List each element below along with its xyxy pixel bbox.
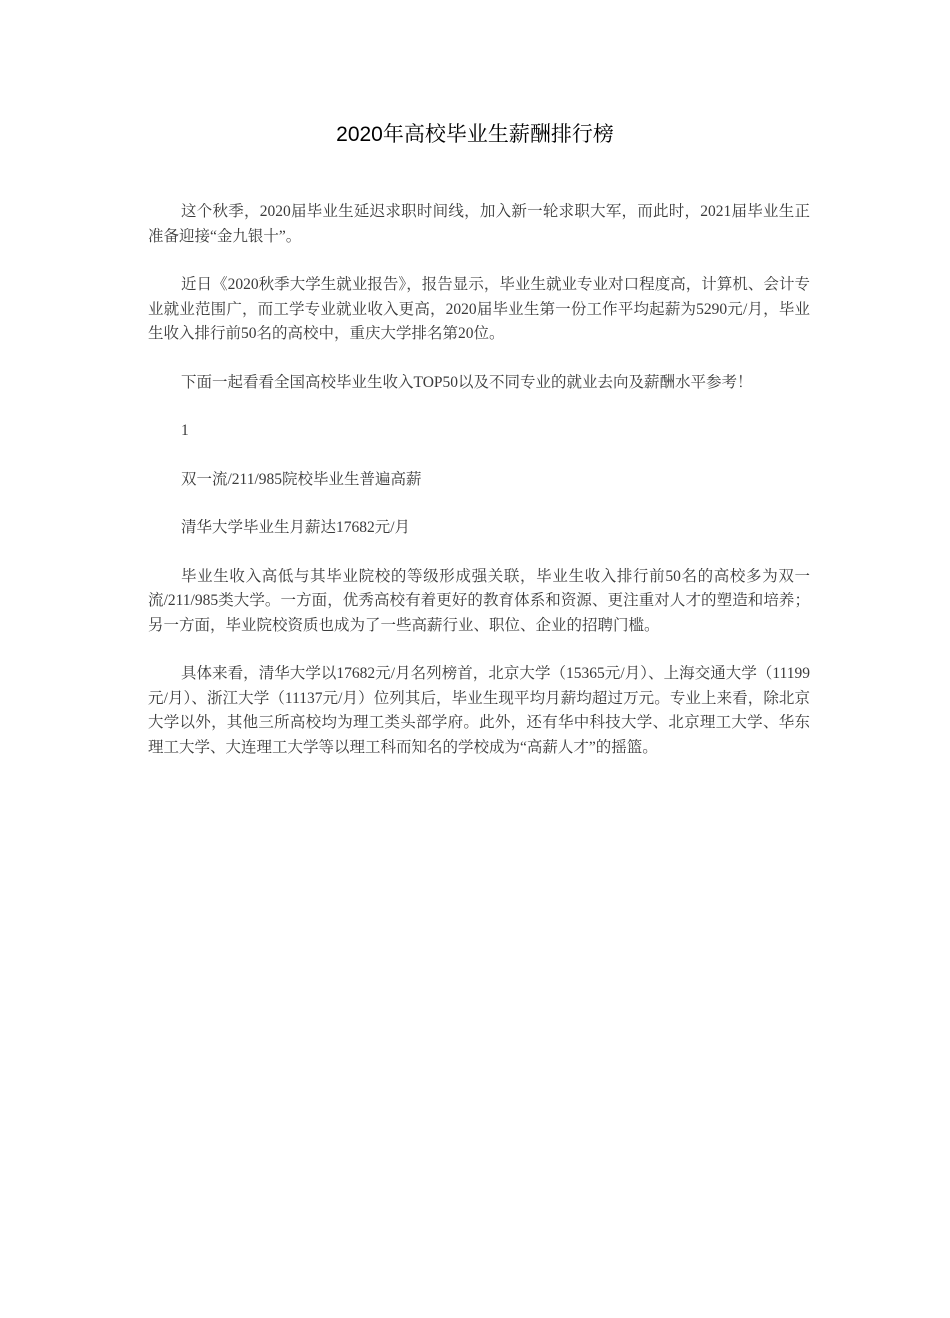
paragraph-correlation: 毕业生收入高低与其毕业院校的等级形成强关联，毕业生收入排行前50名的高校多为双一流/211/985类大学。一方面，优秀高校有着更好的教育体系和资源、更注重对人才的塑造和培养；另一方面，毕业院校资质也成为了一些高薪行业、职位、企业的招聘门槛。 [148,567,810,634]
section-subheading: 清华大学毕业生月薪达17682元/月 [181,519,411,536]
paragraph-report: 近日《2020秋季大学生就业报告》，报告显示，毕业生就业专业对口程度高，计算机、会计专业就业范围广，而工学专业就业收入更高，2020届毕业生第一份工作平均起薪为5290元/月，毕业生收入排行前50名的高校中，重庆大学排名第20位。 [148,276,810,342]
section-number: 1 [181,422,189,439]
document-body [148,200,810,784]
paragraph-details: 具体来看，清华大学以17682元/月名列榜首，北京大学（15365元/月）、上海交通大学（11199元/月）、浙江大学（11137元/月）位列其后，毕业生现平均月薪均超过万元。专业上来看，除北京大学以外，其他三所高校均为理工类头部学府。此外，还有华中科技大学、北京理工大学、华东理工大学、大连理工大学等以理工科而知名的学校成为“高薪人才”的摇篮。 [148,665,810,756]
paragraph-intro: 这个秋季，2020届毕业生延迟求职时间线，加入新一轮求职大军，而此时，2021届毕业生正准备迎接“金九银十”。 [148,203,810,245]
section-heading: 双一流/211/985院校毕业生普遍高薪 [181,470,422,488]
document-title: 2020年高校毕业生薪酬排行榜 [336,123,614,146]
paragraph-lead-in: 下面一起看看全国高校毕业生收入TOP50以及不同专业的就业去向及薪酬水平参考！ [181,373,753,391]
